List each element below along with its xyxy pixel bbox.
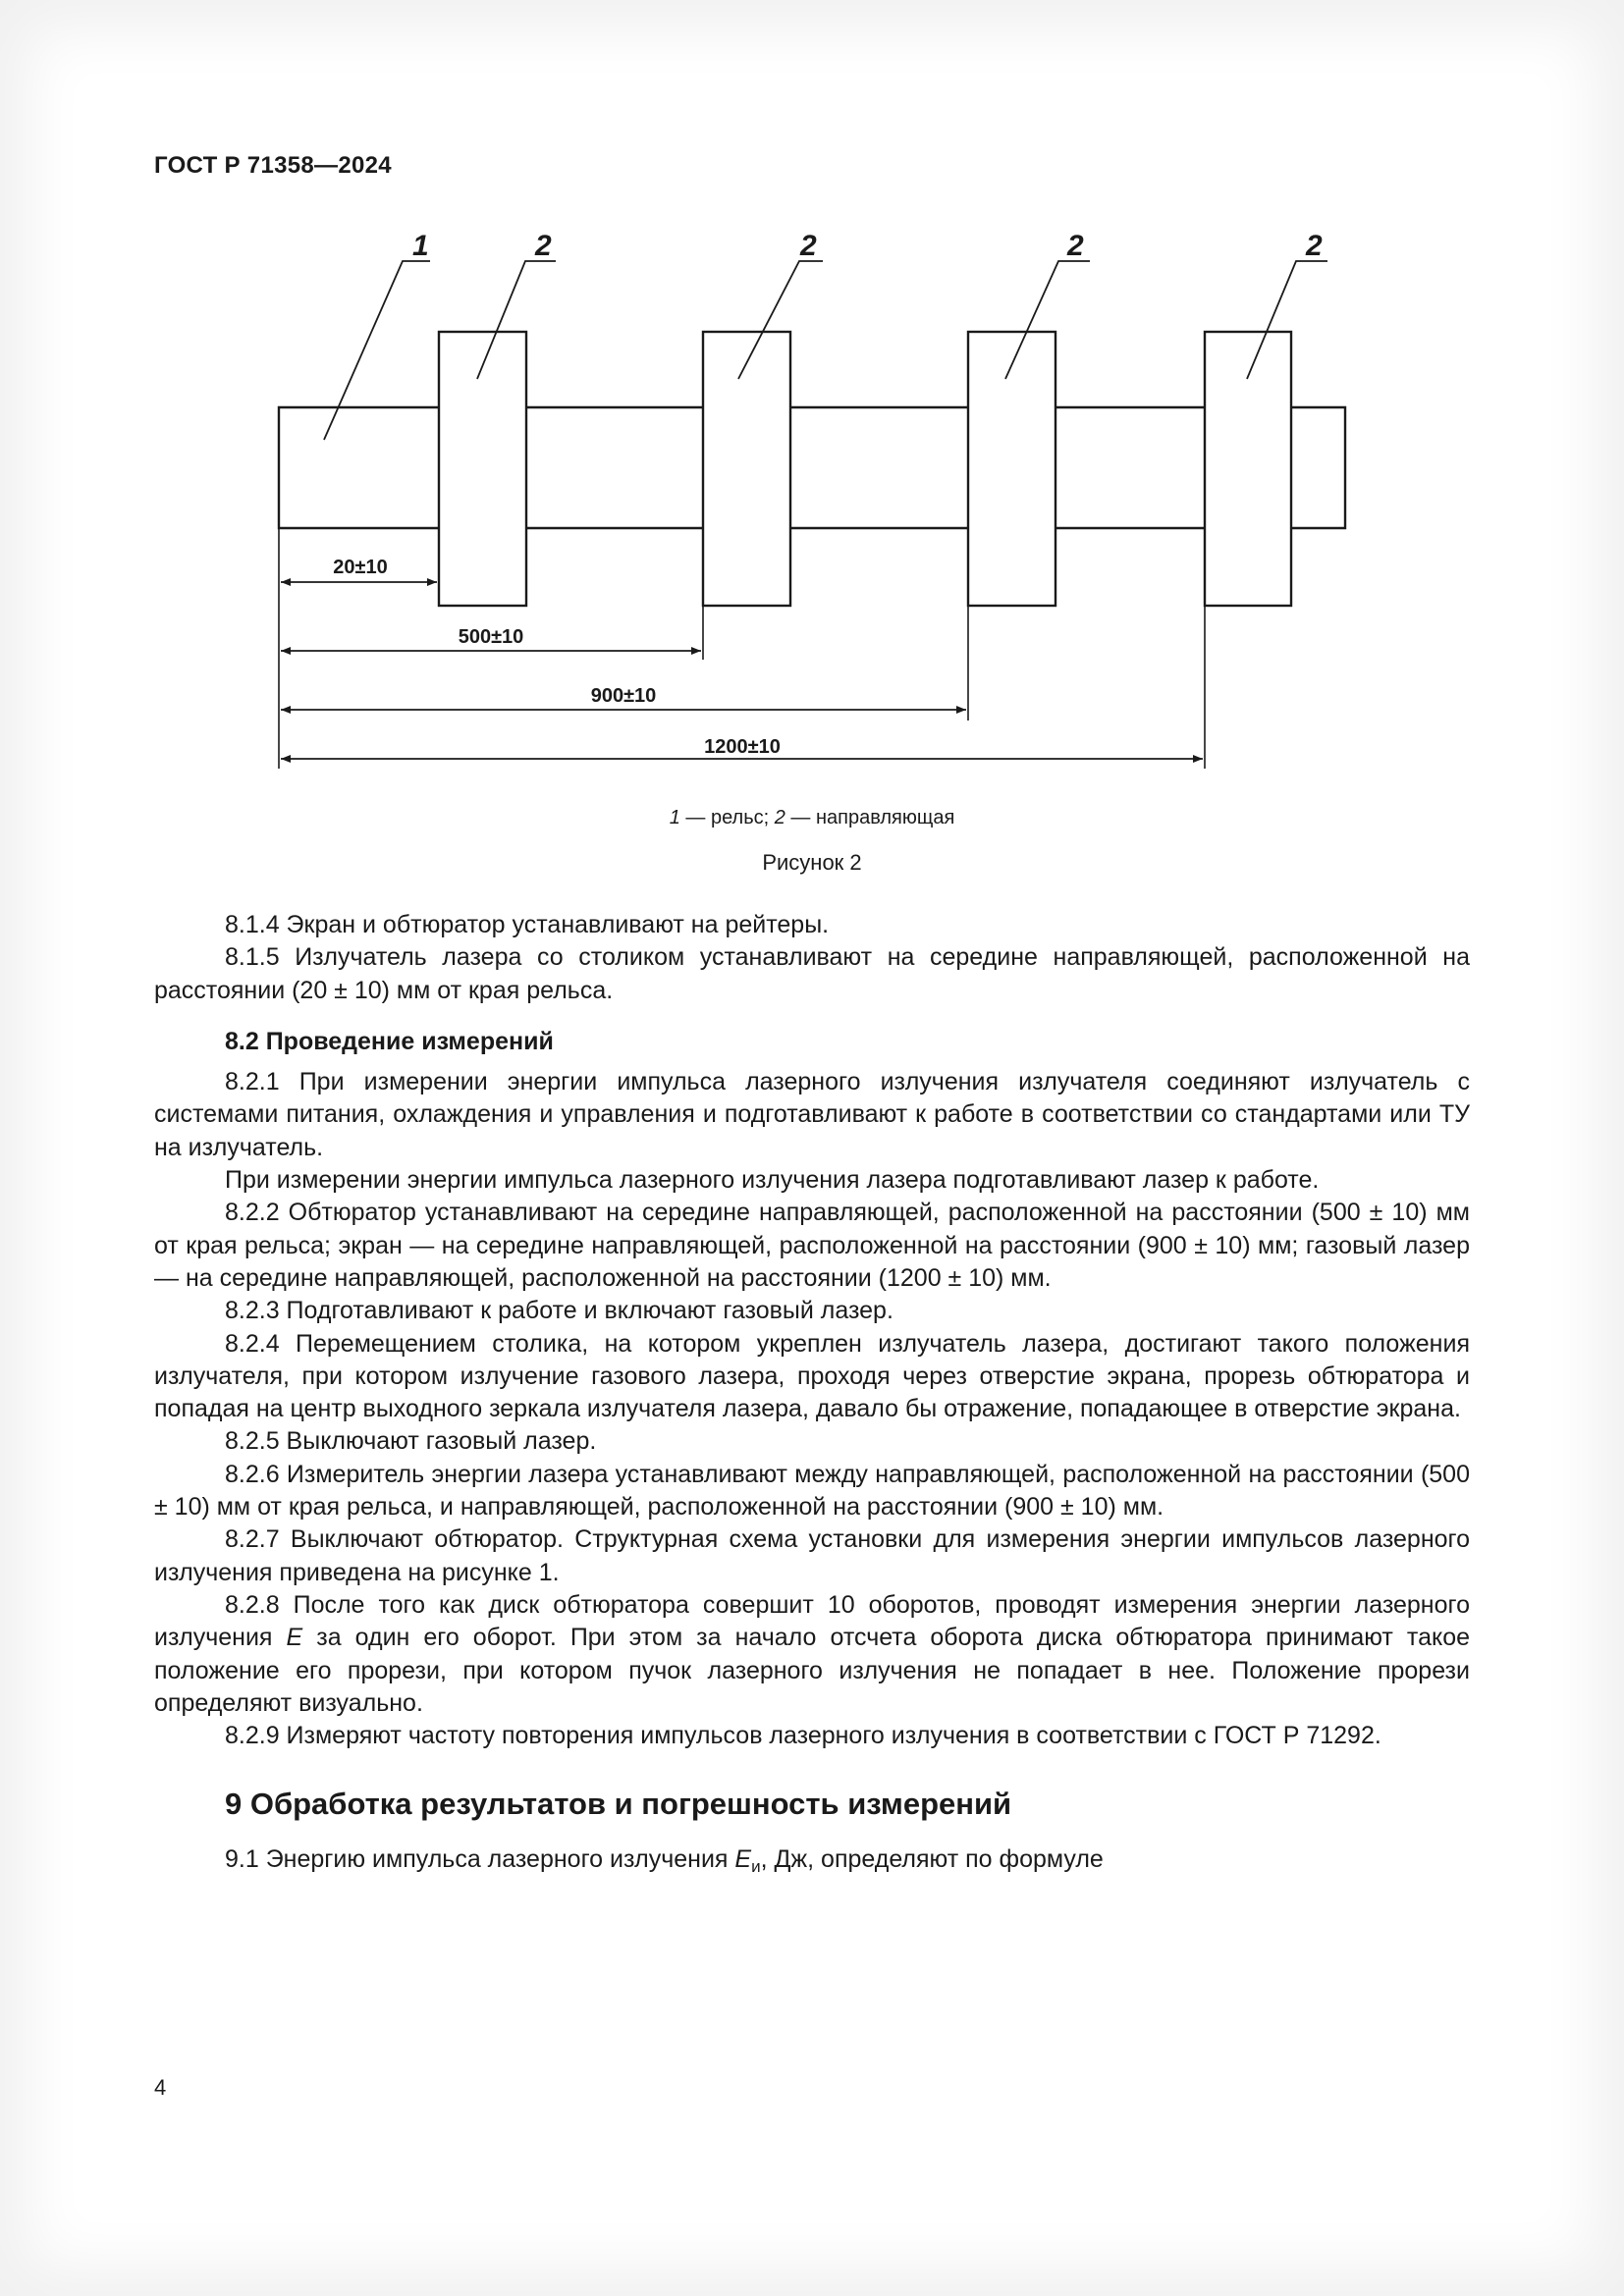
paragraph-8-2-9: 8.2.9 Измеряют частоту повторения импульсов лазерного излучения в соответствии с ГОСТ Р 71292. — [225, 1722, 1381, 1750]
paragraph-9-1 — [154, 1843, 1470, 1876]
leader-rail — [324, 261, 430, 440]
section-heading-9: 9 Обработка результатов и погрешность измерений — [225, 1787, 1012, 1822]
paragraph-8-2-4: 8.2.4 Перемещением столика, на котором укреплен излучатель лазера, достигают такого положения излучателя, при котором излучение газового лазера, проходя через отверстие экрана, прорезь обтюратора и попадая на центр выходного зеркала излучателя лазера, давало бы отражение, попадающее в отверстие экрана. — [154, 1329, 1470, 1423]
figure-2-diagram — [0, 0, 1624, 785]
document-header: ГОСТ Р 71358—2024 — [154, 152, 392, 179]
pulse-energy-subscript: и — [751, 1857, 761, 1877]
legend-num-1: 1 — [669, 807, 680, 828]
document-body — [154, 909, 1470, 1877]
paragraph-8-2-1: 8.2.1 При измерении энергии импульса лазерного излучения излучателя соединяют излучатель с системами питания, охлаждения и управления и подготавливают к работе в соответствии со стандартами или ТУ на излучатель. — [154, 1068, 1470, 1161]
paragraph-8-2-8-end: за один его оборот. При этом за начало отсчета оборота диска обтюратора принимают такое положение его прорези, при котором пучок лазерного излучения не попадает в нее. Положение прорези определяют визуально. — [154, 1624, 1471, 1717]
callout-guide-4: 2 — [1306, 230, 1323, 262]
paragraph-9-1-end: , Дж, определяют по формуле — [760, 1845, 1104, 1874]
paragraph-9-1-start: 9.1 Энергию импульса лазерного излучения — [225, 1845, 735, 1874]
paragraph-8-1-5: 8.1.5 Излучатель лазера со столиком устанавливают на середине направляющей, расположенной на расстоянии (20 ± 10) мм от края рельса. — [154, 943, 1470, 1004]
callout-guide-1: 2 — [535, 230, 552, 262]
callout-rail: 1 — [412, 230, 429, 262]
subsection-heading-8-2: 8.2 Проведение измерений — [225, 1027, 554, 1055]
figure-legend — [0, 807, 1624, 829]
guide-3 — [968, 332, 1056, 606]
figure-caption: Рисунок 2 — [762, 850, 862, 875]
dim-label-500: 500±10 — [458, 626, 524, 648]
dim-label-1200: 1200±10 — [704, 736, 781, 758]
legend-text-1: — рельс; — [679, 807, 775, 828]
paragraph-8-1-4: 8.1.4 Экран и обтюратор устанавливают на рейтеры. — [225, 911, 830, 938]
energy-variable: E — [286, 1624, 303, 1652]
dim-label-900: 900±10 — [590, 685, 657, 707]
pulse-energy-variable: E — [734, 1845, 752, 1874]
guide-2 — [703, 332, 790, 606]
legend-num-2: 2 — [774, 807, 785, 828]
paragraph-8-2-1-b: При измерении энергии импульса лазерного излучения лазера подготавливают лазер к работе. — [225, 1166, 1320, 1195]
paragraph-8-2-6: 8.2.6 Измеритель энергии лазера устанавливают между направляющей, расположенной на расстоянии (500 ± 10) мм от края рельса, и направляющей, расположенной на расстоянии (900 ± 10) мм. — [154, 1460, 1470, 1522]
guide-1 — [439, 332, 526, 606]
paragraph-8-2-2: 8.2.2 Обтюратор устанавливают на середине направляющей, расположенной на расстоянии (500 ± 10) мм от края рельса; экран — на середине направляющей, расположенной на расстоянии (900 ± 10) мм; газовый лазер — на середине направляющей, расположенной на расстоянии (1200 ± 10) мм. — [154, 1199, 1470, 1292]
callout-guide-3: 2 — [1067, 230, 1084, 262]
paragraph-8-2-7: 8.2.7 Выключают обтюратор. Структурная схема установки для измерения энергии импульсов лазерного излучения приведена на рисунке 1. — [154, 1525, 1470, 1586]
paragraph-8-2-3: 8.2.3 Подготавливают к работе и включают газовый лазер. — [225, 1297, 893, 1325]
legend-text-2: — направляющая — [785, 807, 955, 828]
paragraph-8-2-5: 8.2.5 Выключают газовый лазер. — [225, 1427, 597, 1456]
paragraph-8-2-8-start: 8.2.8 После того как диск обтюратора совершит 10 оборотов, проводят измерения энергии лазерного излучения — [154, 1590, 1470, 1652]
paragraph-8-2-8 — [154, 1589, 1470, 1720]
page-number: 4 — [154, 2075, 167, 2100]
callout-guide-2: 2 — [800, 230, 817, 262]
dim-label-20: 20±10 — [333, 557, 388, 578]
guide-4 — [1205, 332, 1291, 606]
